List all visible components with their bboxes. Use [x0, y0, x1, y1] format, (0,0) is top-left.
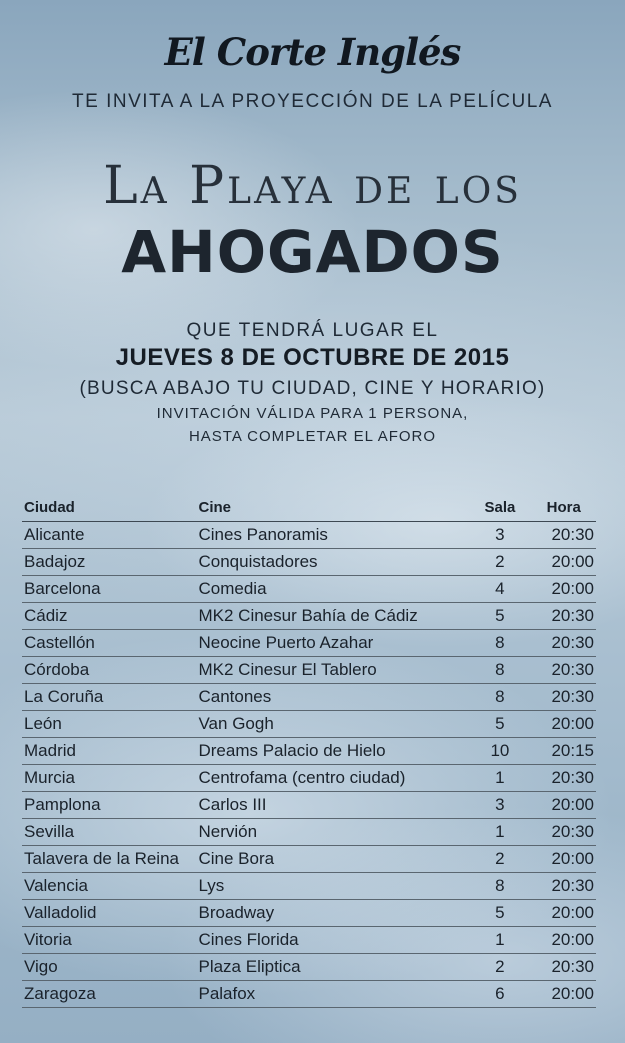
time-cell: 20:00	[532, 846, 596, 873]
table-row	[22, 738, 596, 765]
room-cell: 6	[466, 981, 531, 1008]
time-cell: 20:15	[532, 738, 596, 765]
cinema-cell: Cines Panoramis	[196, 522, 466, 549]
table-row	[22, 927, 596, 954]
cinema-cell: MK2 Cinesur Bahía de Cádiz	[196, 603, 466, 630]
time-cell: 20:00	[532, 711, 596, 738]
room-cell: 5	[466, 603, 531, 630]
room-cell: 1	[466, 819, 531, 846]
brand-logo: El Corte Inglés	[164, 30, 461, 74]
city-cell: La Coruña	[22, 684, 196, 711]
cinema-cell: Carlos III	[196, 792, 466, 819]
city-cell: Cádiz	[22, 603, 196, 630]
header-city: Ciudad	[22, 494, 196, 522]
cinema-cell: Palafox	[196, 981, 466, 1008]
city-cell: Zaragoza	[22, 981, 196, 1008]
validity-note-line2: HASTA COMPLETAR EL AFORO	[188, 428, 437, 445]
city-cell: Murcia	[22, 765, 196, 792]
room-cell: 5	[466, 711, 531, 738]
time-cell: 20:30	[532, 684, 596, 711]
table-row	[22, 900, 596, 927]
room-cell: 3	[466, 522, 531, 549]
validity-note-line1: INVITACIÓN VÁLIDA PARA 1 PERSONA,	[156, 405, 469, 422]
event-date: JUEVES 8 DE OCTUBRE DE 2015	[115, 344, 510, 371]
time-cell: 20:00	[532, 981, 596, 1008]
time-cell: 20:00	[532, 549, 596, 576]
cinema-cell: Dreams Palacio de Hielo	[196, 738, 466, 765]
city-cell: Talavera de la Reina	[22, 846, 196, 873]
room-cell: 8	[466, 657, 531, 684]
header-cinema: Cine	[196, 494, 466, 522]
table-header-row	[22, 494, 596, 522]
city-cell: Madrid	[22, 738, 196, 765]
table-row	[22, 954, 596, 981]
time-cell: 20:30	[532, 522, 596, 549]
cinema-cell: Centrofama (centro ciudad)	[196, 765, 466, 792]
table-row	[22, 711, 596, 738]
cinema-cell: Van Gogh	[196, 711, 466, 738]
table-row	[22, 603, 596, 630]
cinema-cell: Plaza Eliptica	[196, 954, 466, 981]
room-cell: 5	[466, 900, 531, 927]
room-cell: 8	[466, 684, 531, 711]
room-cell: 8	[466, 630, 531, 657]
cinema-cell: Cantones	[196, 684, 466, 711]
time-cell: 20:30	[532, 765, 596, 792]
time-cell: 20:30	[532, 603, 596, 630]
cinema-cell: Neocine Puerto Azahar	[196, 630, 466, 657]
cinema-cell: Broadway	[196, 900, 466, 927]
table-row	[22, 765, 596, 792]
room-cell: 2	[466, 549, 531, 576]
table-row	[22, 819, 596, 846]
room-cell: 1	[466, 765, 531, 792]
city-cell: Badajoz	[22, 549, 196, 576]
movie-title-line1: La Playa de los	[103, 156, 522, 216]
cinema-cell: Comedia	[196, 576, 466, 603]
city-cell: Valladolid	[22, 900, 196, 927]
table-row	[22, 630, 596, 657]
time-cell: 20:30	[532, 873, 596, 900]
cinema-cell: Conquistadores	[196, 549, 466, 576]
room-cell: 10	[466, 738, 531, 765]
table-row	[22, 981, 596, 1008]
cinema-cell: Nervión	[196, 819, 466, 846]
table-row	[22, 684, 596, 711]
table-row	[22, 873, 596, 900]
room-cell: 2	[466, 954, 531, 981]
city-cell: Córdoba	[22, 657, 196, 684]
city-cell: León	[22, 711, 196, 738]
room-cell: 4	[466, 576, 531, 603]
header-time: Hora	[532, 494, 596, 522]
city-cell: Castellón	[22, 630, 196, 657]
room-cell: 2	[466, 846, 531, 873]
cinema-cell: MK2 Cinesur El Tablero	[196, 657, 466, 684]
city-cell: Valencia	[22, 873, 196, 900]
time-cell: 20:30	[532, 954, 596, 981]
table-row	[22, 657, 596, 684]
city-cell: Pamplona	[22, 792, 196, 819]
table-row	[22, 792, 596, 819]
time-cell: 20:00	[532, 927, 596, 954]
event-intro: QUE TENDRÁ LUGAR EL	[186, 320, 439, 341]
city-cell: Alicante	[22, 522, 196, 549]
time-cell: 20:00	[532, 576, 596, 603]
cinema-cell: Cine Bora	[196, 846, 466, 873]
city-cell: Sevilla	[22, 819, 196, 846]
header-room: Sala	[466, 494, 531, 522]
city-cell: Vitoria	[22, 927, 196, 954]
invite-text: TE INVITA A LA PROYECCIÓN DE LA PELÍCULA	[72, 91, 553, 112]
cinema-cell: Lys	[196, 873, 466, 900]
city-cell: Vigo	[22, 954, 196, 981]
room-cell: 8	[466, 873, 531, 900]
table-row	[22, 549, 596, 576]
room-cell: 1	[466, 927, 531, 954]
time-cell: 20:30	[532, 819, 596, 846]
city-cell: Barcelona	[22, 576, 196, 603]
time-cell: 20:00	[532, 900, 596, 927]
time-cell: 20:00	[532, 792, 596, 819]
time-cell: 20:30	[532, 657, 596, 684]
room-cell: 3	[466, 792, 531, 819]
screenings-table	[22, 494, 596, 1008]
table-row	[22, 522, 596, 549]
table-row	[22, 576, 596, 603]
movie-title-line2: AHOGADOS	[121, 218, 504, 286]
time-cell: 20:30	[532, 630, 596, 657]
cinema-cell: Cines Florida	[196, 927, 466, 954]
search-hint: (BUSCA ABAJO TU CIUDAD, CINE Y HORARIO)	[79, 378, 546, 399]
table-row	[22, 846, 596, 873]
